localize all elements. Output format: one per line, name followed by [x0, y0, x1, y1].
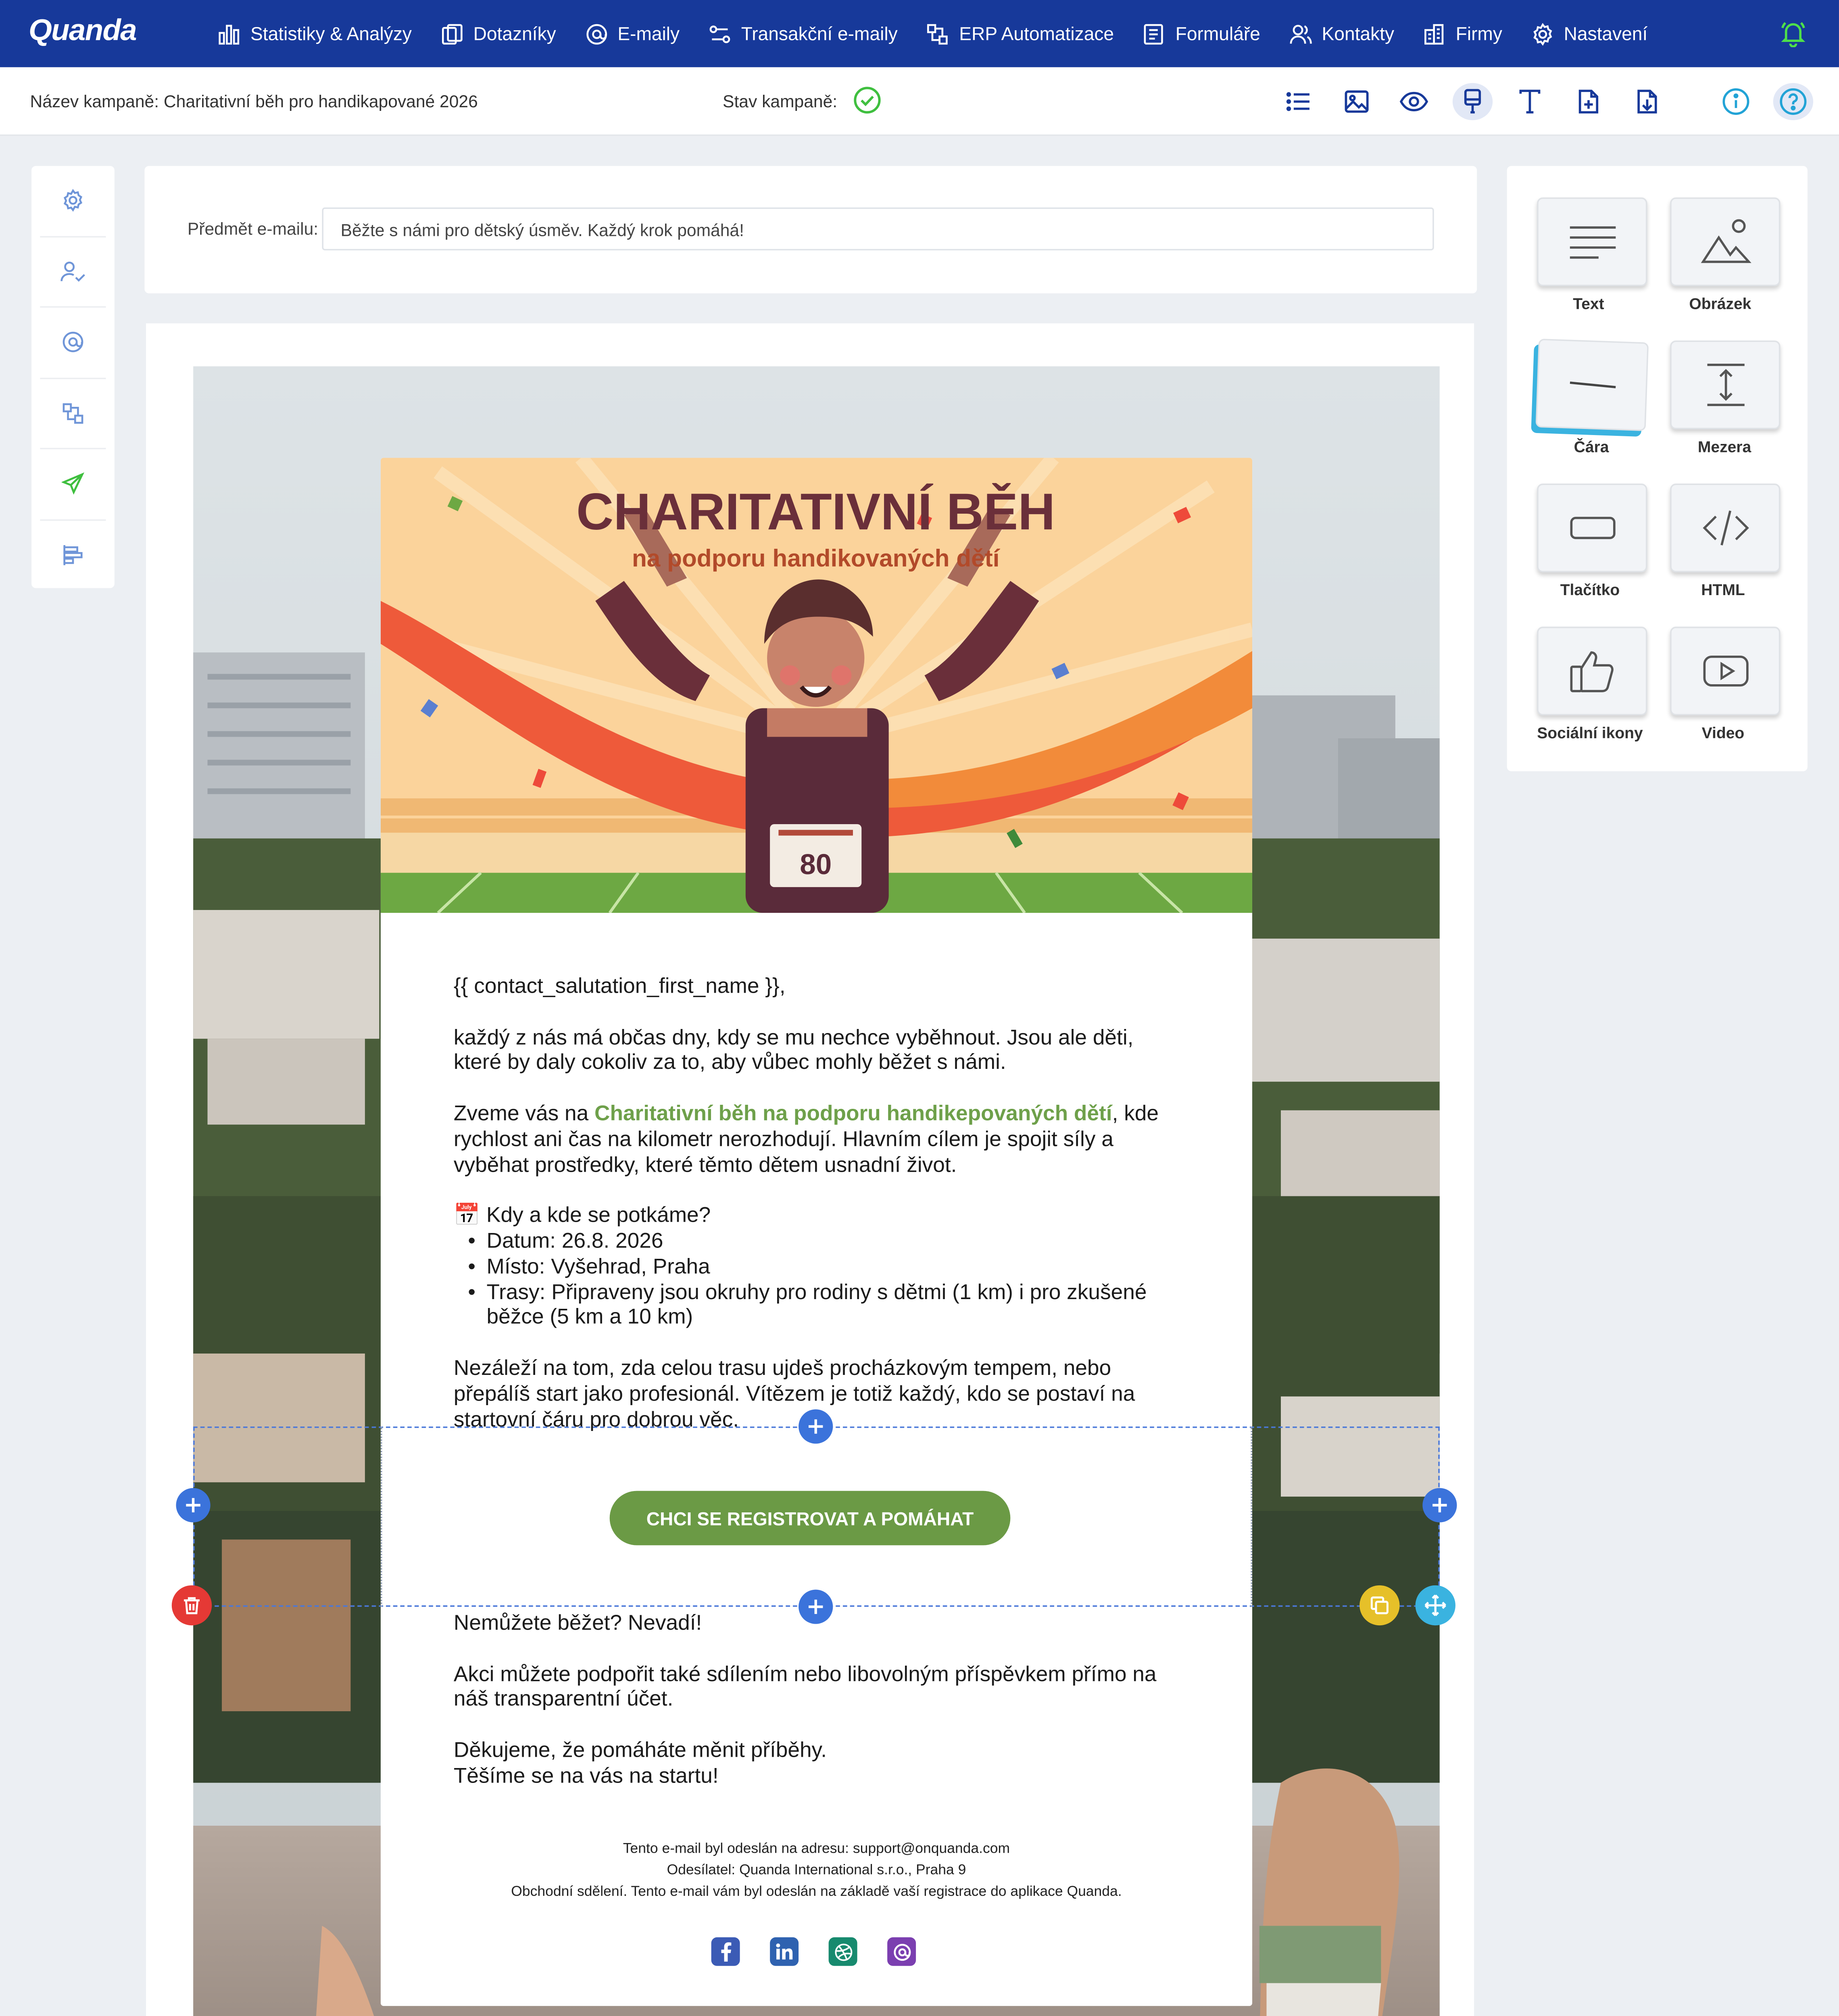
paper-plane-icon	[62, 473, 85, 496]
nav-item-transactional[interactable]: Transakční e-maily	[708, 22, 898, 45]
automation-icon	[926, 22, 949, 45]
nav-item-settings[interactable]: Nastavení	[1531, 22, 1647, 45]
gear-icon	[1531, 22, 1554, 45]
company-icon	[1423, 22, 1446, 45]
subject-label: Předmět e-mailu:	[187, 219, 319, 239]
block-label-html: HTML	[1701, 582, 1745, 600]
transaction-icon	[708, 22, 731, 45]
list-item: • Místo: Vyšehrad, Praha	[468, 1254, 1183, 1280]
list-item: • Datum: 26.8. 2026	[468, 1229, 1183, 1254]
paragraph-invite: Zveme vás na Charitativní běh na podporu handikepovaných dětí, kde rychlost ani čas na kilometr nerozhodují. Hlavním cílem je spojit síly a vyběhat prostředky, které těmto dětem usnadní život.	[453, 1102, 1159, 1177]
see-you-line: Těšíme se na vás na startu!	[453, 1764, 719, 1788]
plus-icon	[1431, 1497, 1449, 1514]
main-menu	[217, 0, 1676, 67]
dribbble-icon[interactable]	[829, 1937, 857, 1966]
add-page-icon[interactable]	[1568, 83, 1608, 120]
email-icon[interactable]	[887, 1937, 916, 1966]
hero-banner-image[interactable]	[381, 458, 1252, 913]
list-icon[interactable]	[1278, 83, 1318, 120]
block-label-image: Obrázek	[1689, 296, 1751, 314]
trash-icon	[182, 1595, 202, 1616]
paragraph-everyone-wins: Nezáleží na tom, zda celou trasu ujdeš procházkovým tempem, nebo přepálíš start jako profesionál. Vítězem je totiž každý, kdo se postaví na startovní čáru pro dobrou věc.	[453, 1356, 1135, 1432]
nav-item-contacts[interactable]: Kontakty	[1289, 22, 1394, 45]
download-page-icon[interactable]	[1626, 83, 1666, 120]
move-arrows-icon	[1424, 1594, 1447, 1617]
image-gallery-icon[interactable]	[1336, 83, 1376, 120]
plus-icon	[185, 1497, 202, 1514]
nav-item-forms[interactable]: Formuláře	[1143, 22, 1260, 45]
preview-eye-icon[interactable]	[1394, 83, 1434, 120]
block-label-line: Čára	[1574, 439, 1609, 457]
block-label-spacer: Mezera	[1697, 439, 1751, 457]
paragraph-cant-run: Nemůžete běžet? Nevadí!	[453, 1611, 702, 1636]
event-link[interactable]: Charitativní běh na podporu handikepovaných dětí	[594, 1102, 1112, 1126]
help-tools	[1716, 83, 1831, 120]
nav-item-surveys[interactable]: Dotazníky	[440, 22, 556, 45]
block-image[interactable]	[1670, 198, 1780, 286]
text-lines-icon	[1566, 223, 1618, 260]
email-card	[381, 458, 1252, 2006]
editor-side-menu	[31, 166, 115, 588]
move-block-button[interactable]	[1416, 1585, 1455, 1625]
button-icon	[1568, 515, 1616, 541]
at-icon	[62, 331, 85, 354]
when-heading: 📅 Kdy a kde se potkáme?	[453, 1203, 711, 1228]
hero-subtitle: na podporu handikovaných dětí	[632, 544, 1000, 572]
code-icon	[1701, 508, 1750, 548]
at-icon	[585, 22, 608, 45]
block-text[interactable]	[1537, 198, 1647, 286]
survey-icon	[440, 22, 463, 45]
campaign-state-label: Stav kampaně:	[723, 92, 838, 112]
block-social[interactable]	[1537, 627, 1647, 715]
info-icon[interactable]	[1716, 83, 1756, 120]
block-label-text: Text	[1573, 296, 1604, 314]
user-check-icon	[60, 260, 86, 283]
top-navigation	[0, 0, 1839, 67]
brush-icon[interactable]	[1452, 83, 1492, 120]
nav-item-emails[interactable]: E-maily	[585, 22, 680, 45]
block-label-video: Video	[1701, 725, 1745, 743]
add-block-above-button[interactable]	[799, 1409, 833, 1443]
sidebar-item-recipients[interactable]	[40, 237, 106, 308]
nav-item-companies[interactable]: Firmy	[1423, 22, 1502, 45]
gear-icon	[62, 189, 85, 212]
sidebar-item-align[interactable]	[40, 520, 106, 591]
list-item: • Trasy: Připraveny jsou okruhy pro rodiny s dětmi (1 km) i pro zkušené běžce (5 km a 10 km)	[468, 1280, 1183, 1331]
add-column-left-button[interactable]	[176, 1488, 210, 1522]
notifications-bell-icon[interactable]	[1779, 19, 1808, 47]
quanda-logo[interactable]: Quanda	[28, 14, 136, 48]
hero-bib-number: 80	[800, 849, 832, 881]
plus-icon	[807, 1598, 824, 1616]
delete-block-button[interactable]	[172, 1585, 212, 1625]
salutation: {{ contact_salutation_first_name }},	[453, 974, 786, 999]
paragraph-intro: každý z nás má občas dny, kdy se mu nechce vyběhnout. Jsou ale děti, které by daly cokoliv za to, aby vůbec mohly běžet s námi.	[453, 1025, 1134, 1075]
block-label-social: Sociální ikony	[1537, 725, 1643, 743]
add-column-right-button[interactable]	[1422, 1488, 1457, 1522]
chart-icon	[217, 22, 240, 45]
sidebar-item-settings[interactable]	[40, 166, 106, 237]
paragraph-support: Akci můžete podpořit také sdílením nebo libovolným příspěvkem přímo na náš transparentní účet.	[453, 1662, 1157, 1712]
contacts-icon	[1289, 22, 1312, 45]
block-spacer[interactable]	[1670, 341, 1780, 429]
thanks-line: Děkujeme, že pomáháte měnit příběhy.	[453, 1738, 827, 1763]
social-icons	[711, 1937, 946, 1966]
content-blocks-panel	[1507, 166, 1808, 771]
copy-icon	[1370, 1595, 1390, 1616]
block-line[interactable]	[1535, 339, 1649, 431]
add-block-below-button[interactable]	[799, 1589, 833, 1624]
linkedin-icon[interactable]	[770, 1937, 799, 1966]
subject-input[interactable]: Běžte s námi pro dětský úsměv. Každý krok pomáhá!	[322, 208, 1434, 250]
block-html[interactable]	[1670, 483, 1780, 572]
email-text-block[interactable]	[454, 975, 1184, 1458]
check-circle-icon	[853, 86, 882, 115]
line-icon	[1566, 377, 1618, 393]
event-details-list	[468, 1229, 1183, 1331]
video-icon	[1701, 654, 1750, 688]
image-icon	[1699, 219, 1751, 265]
duplicate-block-button[interactable]	[1359, 1585, 1399, 1625]
spacer-icon	[1704, 362, 1747, 408]
hero-title: CHARITATIVNÍ BĚH	[576, 483, 1055, 541]
block-video[interactable]	[1670, 627, 1780, 715]
text-format-icon[interactable]	[1510, 83, 1550, 120]
block-label-button: Tlačítko	[1560, 582, 1620, 600]
help-question-icon[interactable]	[1773, 83, 1813, 120]
automation-icon	[62, 402, 85, 425]
form-icon	[1143, 22, 1166, 45]
sidebar-item-email[interactable]	[40, 308, 106, 379]
block-button[interactable]	[1537, 483, 1647, 572]
facebook-icon[interactable]	[711, 1937, 740, 1966]
nav-item-erp[interactable]: ERP Automatizace	[926, 22, 1114, 45]
thumb-up-icon	[1568, 648, 1616, 694]
register-button[interactable]: CHCI SE REGISTROVAT A POMÁHAT	[610, 1491, 1011, 1545]
campaign-name: Název kampaně: Charitativní běh pro handikapované 2026	[30, 92, 478, 112]
subject-panel	[144, 166, 1477, 294]
email-text-block-2[interactable]	[454, 1611, 1184, 1789]
campaign-toolbar	[0, 67, 1839, 136]
sidebar-item-automation[interactable]	[40, 379, 106, 450]
email-footer: Tento e-mail byl odeslán na adresu: support@onquanda.com Odesílatel: Quanda International s.r.o., Praha 9 Obchodní sdělení. Tento e-mail vám byl odeslán na základě vaší registrace do aplikace Quanda.	[511, 1841, 1122, 1900]
editor-tools	[1278, 83, 1685, 120]
sidebar-item-send[interactable]	[40, 449, 106, 520]
plus-icon	[807, 1418, 824, 1435]
align-bars-icon	[62, 544, 85, 567]
nav-item-statistics[interactable]: Statistiky & Analýzy	[217, 22, 412, 45]
